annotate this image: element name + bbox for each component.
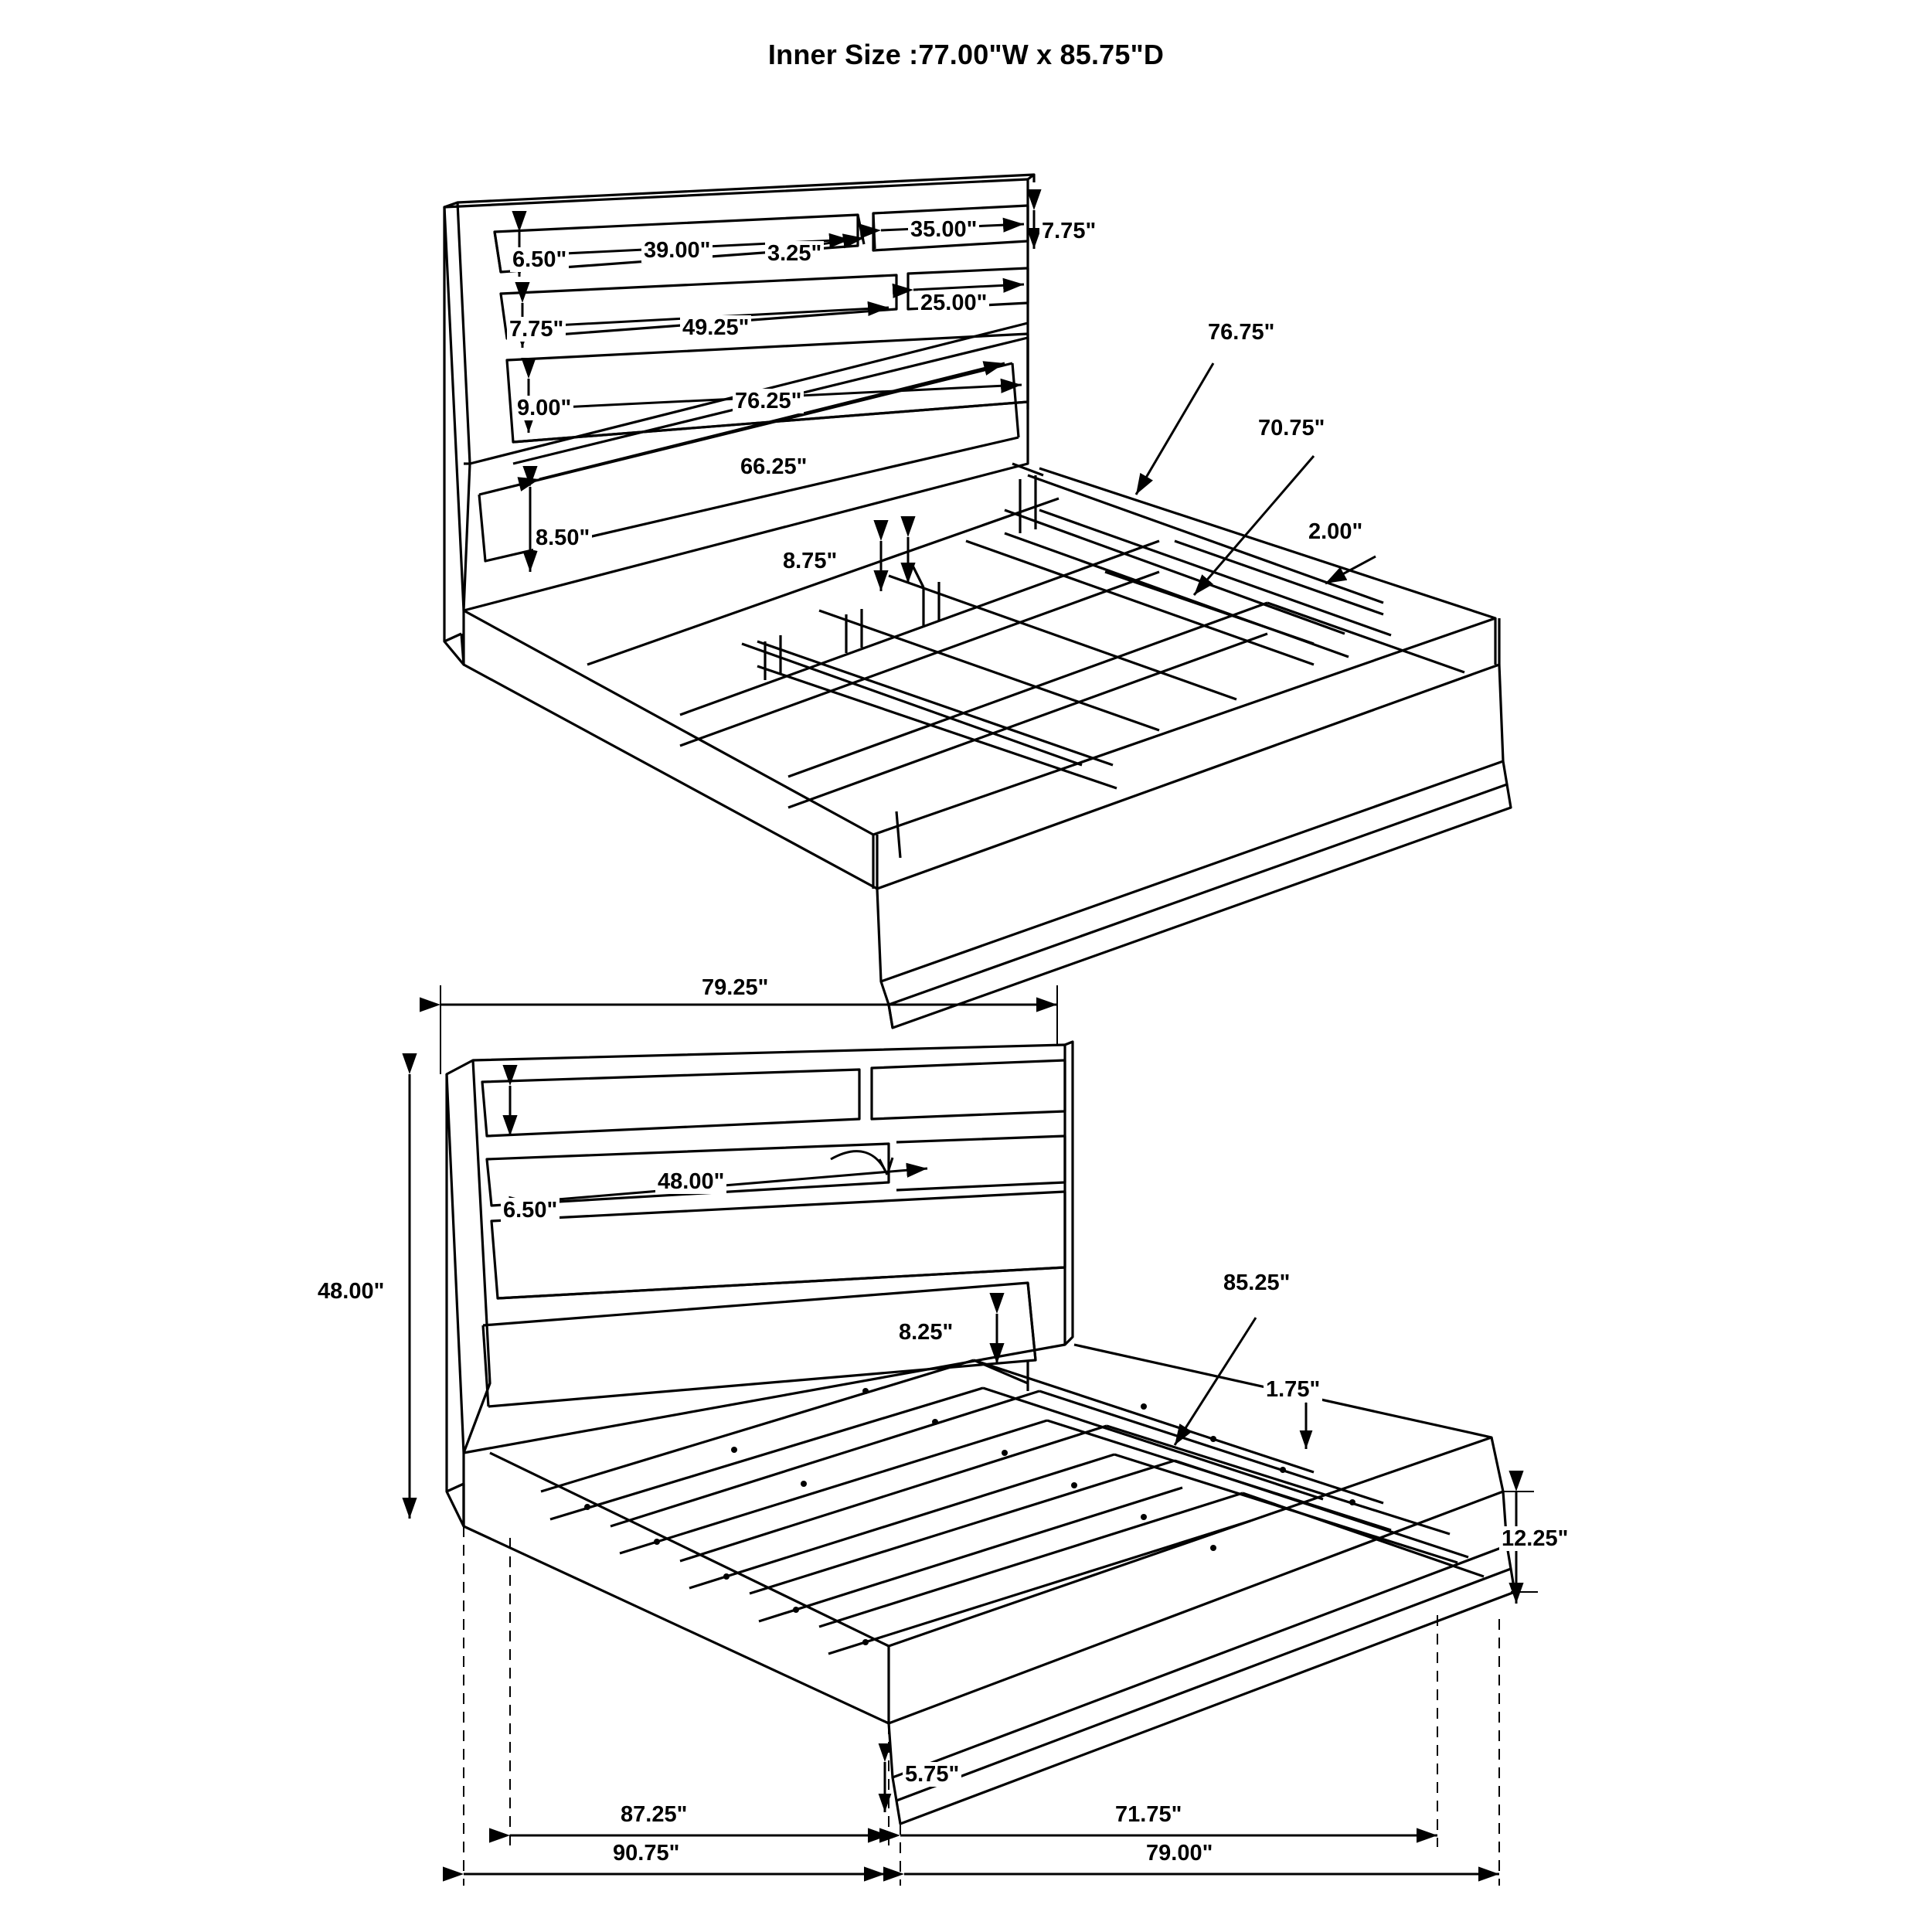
- dimension-label-6-50-upper: 6.50": [510, 247, 569, 272]
- dimension-label-8-25: 8.25": [896, 1320, 955, 1345]
- dimension-label-7-75-right: 7.75": [1039, 219, 1098, 243]
- dimension-label-71-75: 71.75": [1113, 1802, 1184, 1827]
- page-title: Inner Size :77.00"W x 85.75"D: [767, 39, 1165, 70]
- dimension-label-48-00-shelf: 48.00": [655, 1169, 726, 1194]
- dimension-label-49-25: 49.25": [680, 315, 751, 340]
- dimension-label-6-50-lower: 6.50": [501, 1198, 560, 1223]
- dimension-label-9-00: 9.00": [515, 396, 573, 420]
- dimension-label-8-75: 8.75": [781, 549, 839, 573]
- dimension-label-48-00-height: 48.00": [315, 1279, 386, 1304]
- dimension-label-66-25: 66.25": [738, 454, 809, 479]
- lower-view-bed-geometry: [447, 1042, 1515, 1824]
- dimension-label-90-75: 90.75": [611, 1841, 682, 1866]
- dimension-label-25-00: 25.00": [918, 291, 989, 315]
- dimension-label-39-00: 39.00": [641, 238, 713, 263]
- upper-view-bed-frame: [464, 464, 1511, 1028]
- dimension-label-70-75: 70.75": [1256, 416, 1327, 440]
- dimension-label-35-00: 35.00": [908, 217, 979, 242]
- dimension-label-2-00: 2.00": [1306, 519, 1365, 544]
- dimension-label-79-25: 79.25": [699, 975, 770, 1000]
- dimension-label-8-50: 8.50": [533, 526, 592, 550]
- dimension-label-85-25: 85.25": [1221, 1270, 1292, 1295]
- dimension-label-3-25: 3.25": [765, 241, 824, 266]
- dimension-label-76-75: 76.75": [1206, 320, 1277, 345]
- dimension-label-87-25: 87.25": [618, 1802, 689, 1827]
- dimension-label-1-75: 1.75": [1264, 1377, 1322, 1402]
- dimension-label-5-75: 5.75": [903, 1762, 961, 1787]
- dimension-label-79-00: 79.00": [1144, 1841, 1215, 1866]
- dimension-label-76-25: 76.25": [733, 389, 804, 413]
- dimension-label-12-25: 12.25": [1499, 1526, 1570, 1551]
- lower-view-dimension-lines: [410, 985, 1538, 1886]
- dimension-label-7-75-left: 7.75": [507, 317, 566, 342]
